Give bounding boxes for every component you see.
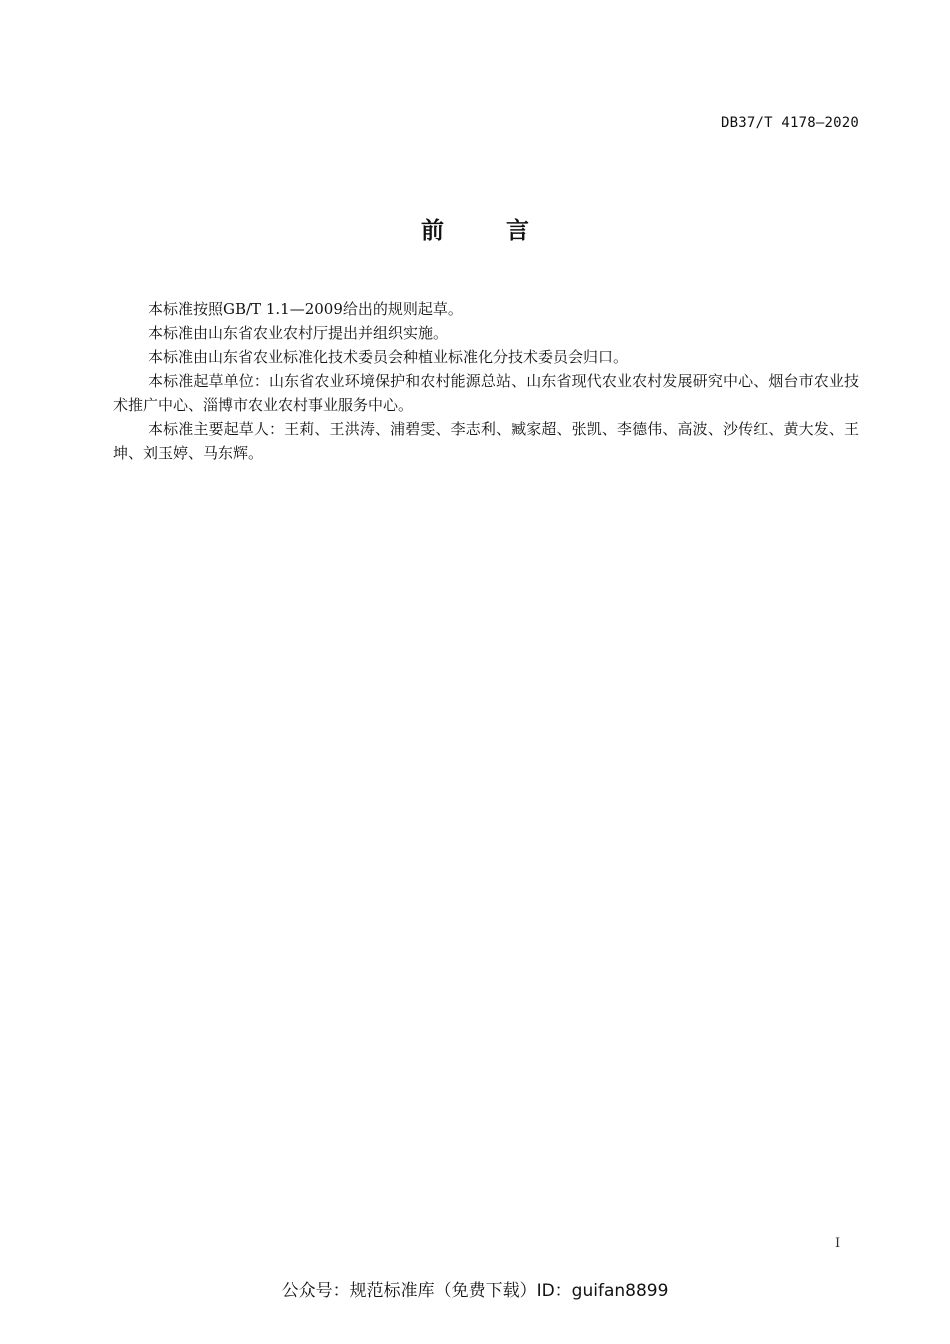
footer-watermark-text: 公众号：规范标准库（免费下载）ID：guifan8899 xyxy=(281,1281,669,1301)
title-char-1: 前 xyxy=(421,218,444,244)
paragraph-drafters: 本标准主要起草人：王莉、王洪涛、浦碧雯、李志利、臧家超、张凯、李德伟、高波、沙传红、黄大发、王坤、刘玉婷、马东辉。 xyxy=(113,420,859,462)
document-code: DB37/T 4178—2020 xyxy=(720,115,859,131)
paragraph-drafting-rules: 本标准按照GB/T 1.1—2009给出的规则起草。 xyxy=(148,300,463,318)
paragraph-administration: 本标准由山东省农业标准化技术委员会种植业标准化分技术委员会归口。 xyxy=(148,348,629,366)
title-char-2: 言 xyxy=(506,218,529,244)
page-title xyxy=(0,212,950,245)
page-number: I xyxy=(835,1236,841,1251)
paragraph-proposer: 本标准由山东省农业农村厅提出并组织实施。 xyxy=(148,324,449,342)
paragraph-drafting-units: 本标准起草单位：山东省农业环境保护和农村能源总站、山东省现代农业农村发展研究中心、烟台市农业技术推广中心、淄博市农业农村事业服务中心。 xyxy=(113,372,859,414)
foreword-body xyxy=(113,297,859,465)
